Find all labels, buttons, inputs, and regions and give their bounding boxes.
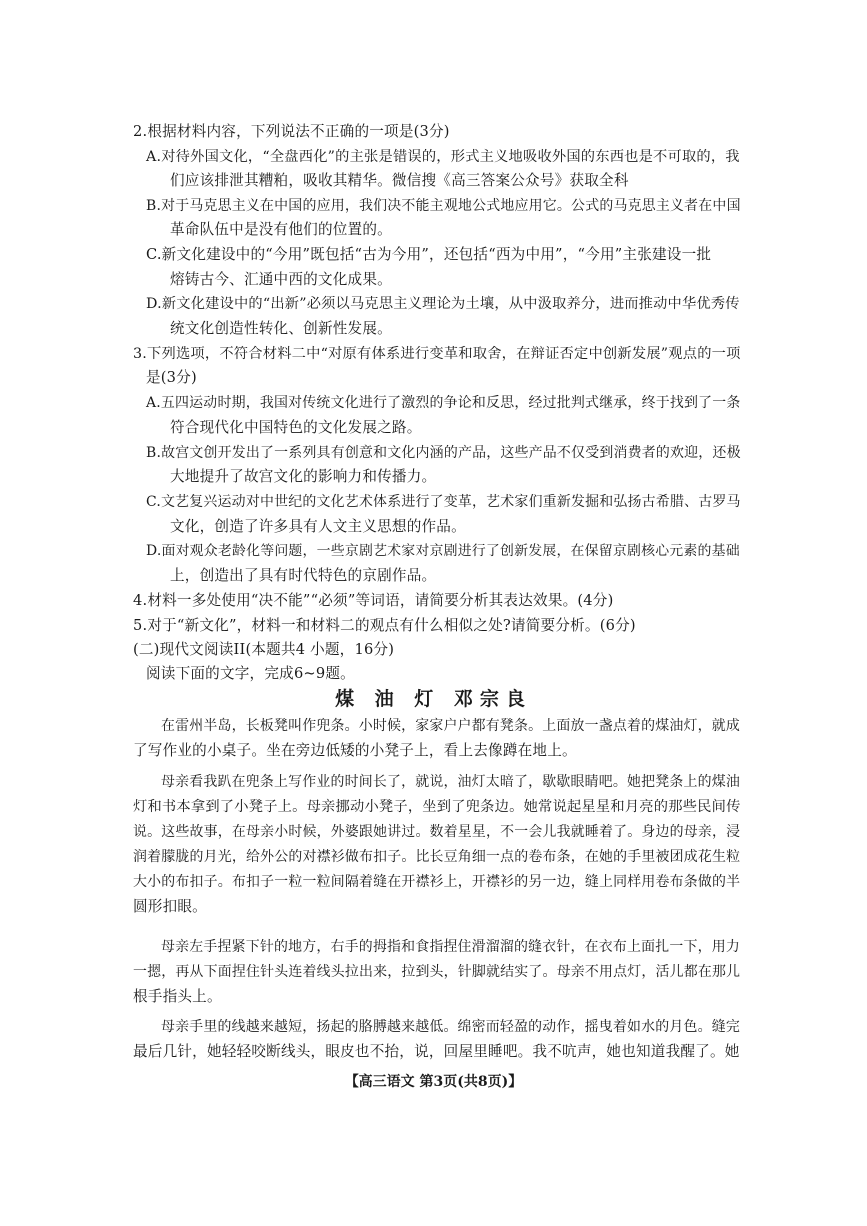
page-footer: 【高三语文 第3页(共8页)】	[344, 1074, 523, 1090]
section-instruction: 阅读下面的文字，完成6~9题。	[146, 665, 355, 682]
question-2-option-c-line1: C.新文化建设中的“今用”既包括“古为今用”，还包括“西为中用”，“今用”主张建设一批	[146, 246, 712, 263]
question-5: 5.对于“新文化”，材料一和材料二的观点有什么相似之处?请简要分析。(6分)	[133, 617, 636, 634]
question-3-stem-line1: 3.下列选项，不符合材料二中“对原有体系进行变革和取舍，在辩证否定中创新发展”观点的一项	[133, 346, 741, 362]
section-heading: (二)现代文阅读II(本题共4 小题，16分)	[133, 641, 395, 658]
question-2-option-a-line2: 们应该排泄其糟粕，吸收其精华。微信搜《高三答案公众号》获取全科	[170, 172, 629, 189]
story-paragraph-3-line3: 根手指头上。	[133, 988, 222, 1005]
question-2-option-c-line2: 熔铸古今、汇通中西的文化成果。	[170, 271, 392, 288]
question-3-option-c-line1: C.文艺复兴运动对中世纪的文化艺术体系进行了变革，艺术家们重新发掘和弘扬古希腊、古罗马	[146, 494, 741, 510]
question-2-option-d-line1: D.新文化建设中的“出新”必须以马克思主义理论为土壤，从中汲取养分，进而推动中华优秀传	[146, 296, 740, 312]
question-3-stem-line2: 是(3分)	[146, 369, 197, 386]
story-paragraph-2-line6: 圆形扣眼。	[133, 898, 207, 915]
question-2-option-a-line1: A.对待外国文化，“全盘西化”的主张是错误的，形式主义地吸收外国的东西也是不可取的，我	[146, 149, 740, 165]
question-2-option-b-line2: 革命队伍中是没有他们的位置的。	[170, 221, 392, 238]
story-paragraph-1-line1: 在雷州半岛，长板凳叫作兜条。小时候，家家户户都有凳条。上面放一盏点着的煤油灯，就成	[161, 718, 741, 734]
question-3-option-a-line2: 符合现代化中国特色的文化发展之路。	[170, 419, 422, 436]
story-paragraph-3-line2: 一摁，再从下面捏住针头连着线头拉出来，拉到头，针脚就结实了。母亲不用点灯，活儿都在那儿	[133, 964, 741, 980]
question-3-option-a-line1: A.五四运动时期，我国对传统文化进行了激烈的争论和反思，经过批判式继承，终于找到了一条	[146, 395, 741, 411]
question-2-stem: 2.根据材料内容，下列说法不正确的一项是(3分)	[133, 123, 450, 140]
story-paragraph-2-line4: 润着朦胧的月光，给外公的对襟衫做布扣子。比长豆角细一点的卷布条，在她的手里被团成花生粒	[133, 849, 741, 865]
question-3-option-b-line2: 大地提升了故宫文化的影响力和传播力。	[170, 468, 437, 485]
story-paragraph-2-line3: 说。这些故事，在母亲小时候，外婆跟她讲过。数着星星，不一会儿我就睡着了。身边的母亲，浸	[133, 824, 741, 840]
story-paragraph-4-line2: 最后几针，她轻轻咬断线头，眼皮也不抬，说，回屋里睡吧。我不吭声，她也知道我醒了。她	[133, 1043, 740, 1060]
question-2-option-b-line1: B.对于马克思主义在中国的应用，我们决不能主观地公式地应用它。公式的马克思主义者在中国	[146, 198, 741, 214]
question-3-option-d-line1: D.面对观众老龄化等问题，一些京剧艺术家对京剧进行了创新发展，在保留京剧核心元素的基础	[146, 543, 740, 559]
story-paragraph-2-line2: 灯和书本拿到了小凳子上。母亲挪动小凳子，坐到了兜条边。她常说起星星和月亮的那些民间传	[133, 799, 741, 815]
story-paragraph-1-line2: 了写作业的小桌子。坐在旁边低矮的小凳子上，看上去像蹲在地上。	[133, 742, 577, 759]
story-paragraph-4-line1: 母亲手里的线越来越短，扬起的胳膊越来越低。绵密而轻盈的动作，摇曳着如水的月色。缝完	[161, 1019, 741, 1035]
question-4: 4.材料一多处使用“决不能”“必须”等词语，请简要分析其表达效果。(4分)	[133, 592, 614, 609]
story-paragraph-2-line1: 母亲看我趴在兜条上写作业的时间长了，就说，油灯太暗了，歇歇眼睛吧。她把凳条上的煤油	[161, 774, 741, 790]
story-paragraph-3-line1: 母亲左手捏紧下针的地方，右手的拇指和食指捏住滑溜溜的缝衣针，在衣布上面扎一下，用力	[161, 939, 741, 955]
question-3-option-b-line1: B.故宫文创开发出了一系列具有创意和文化内涵的产品，这些产品不仅受到消费者的欢迎，还极	[146, 445, 741, 461]
story-paragraph-2-line5: 大小的布扣子。布扣子一粒一粒间隔着缝在开襟衫上，开襟衫的另一边，缝上同样用卷布条做的半	[133, 874, 741, 890]
question-2-option-d-line2: 统文化创造性转化、创新性发展。	[170, 320, 392, 337]
question-3-option-c-line2: 文化，创造了许多具有人文主义思想的作品。	[170, 518, 466, 535]
question-3-option-d-line2: 上，创造出了具有时代特色的京剧作品。	[170, 567, 437, 584]
story-title: 煤 油 灯 邓宗良	[335, 688, 532, 710]
